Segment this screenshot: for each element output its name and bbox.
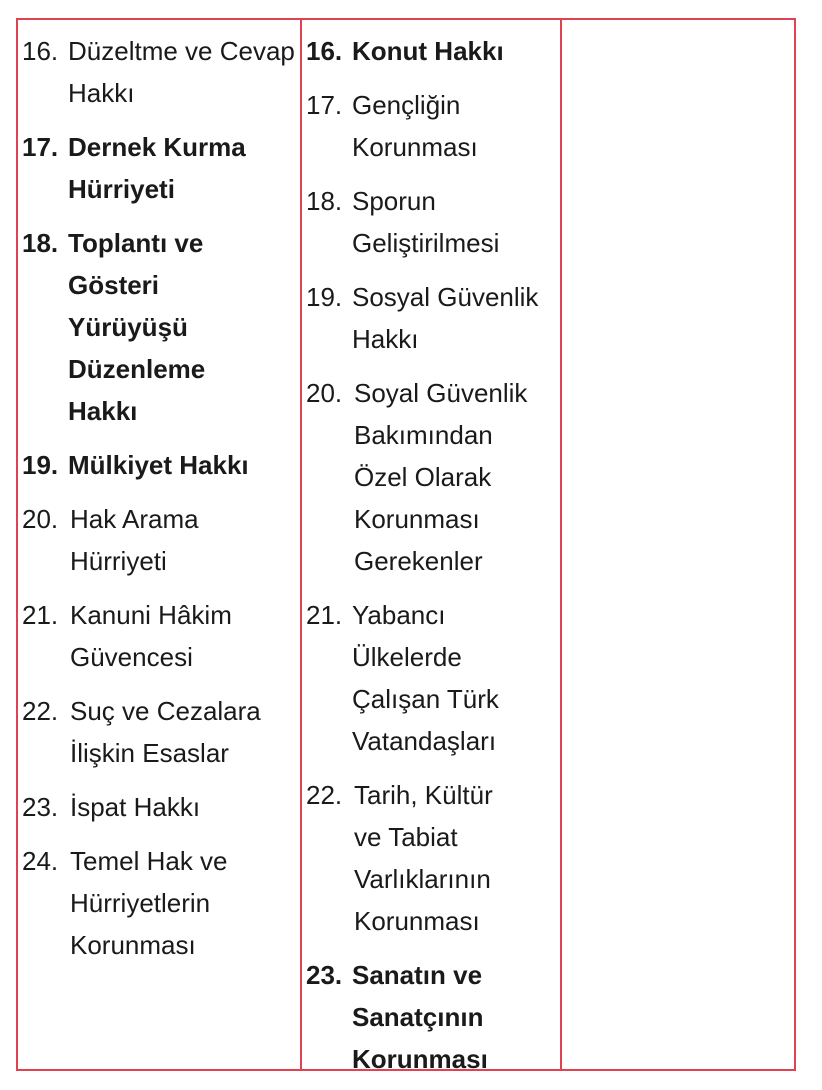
list-item: [22, 840, 300, 966]
list-item: [306, 372, 560, 582]
item-text: Yabancı Ülkelerde Çalışan Türk Vatandaşları: [352, 600, 499, 756]
list-item: [306, 594, 560, 762]
list-item: [306, 180, 560, 264]
item-number: 16.: [22, 36, 59, 66]
item-text: Dernek Kurma Hürriyeti: [68, 132, 246, 204]
column-1: [18, 20, 302, 1069]
item-number: 22.: [22, 696, 59, 726]
item-text: Kanuni Hâkim Güvencesi: [70, 600, 232, 672]
item-text: Düzeltme ve Cevap Hakkı: [68, 36, 295, 108]
column-2: [302, 20, 562, 1074]
item-number: 21.: [22, 600, 59, 630]
list-item: [22, 594, 300, 678]
list-item: [306, 954, 560, 1080]
item-text: Temel Hak ve Hürriyetlerin Korunması: [70, 846, 228, 960]
item-number: 19.: [306, 282, 343, 312]
list-item: [22, 498, 300, 582]
item-text: Toplantı ve Gösteri Yürüyüşü Düzenleme Hakkı: [68, 228, 206, 426]
list-item: [306, 30, 560, 72]
item-number: 23.: [22, 792, 59, 822]
item-text: Gençliğin Korunması: [352, 90, 478, 162]
item-number: 17.: [22, 132, 59, 162]
list-item: [22, 786, 300, 828]
column-3-empty: [562, 20, 794, 1069]
item-text: Hak Arama Hürriyeti: [70, 504, 199, 576]
item-text: Sanatın ve Sanatçının Korunması: [352, 960, 488, 1074]
rights-table: [16, 18, 796, 1074]
list-item: [22, 126, 300, 210]
list-item: [22, 30, 300, 114]
item-number: 18.: [22, 228, 59, 258]
item-text: Sosyal Güvenlik Hakkı: [352, 282, 539, 354]
item-text: Mülkiyet Hakkı: [68, 450, 249, 480]
list-item: [22, 444, 300, 486]
item-number: 23.: [306, 960, 343, 990]
item-text: Soyal Güvenlik Bakımından Özel Olarak Korunması Gerekenler: [354, 378, 528, 576]
item-text: Tarih, Kültür ve Tabiat Varlıklarının Korunması: [354, 780, 493, 936]
item-number: 21.: [306, 600, 343, 630]
item-text: Suç ve Cezalara İlişkin Esaslar: [70, 696, 261, 768]
item-number: 22.: [306, 780, 343, 810]
item-text: Konut Hakkı: [352, 36, 504, 66]
item-text: Sporun Geliştirilmesi: [352, 186, 500, 258]
item-number: 20.: [306, 378, 343, 408]
list-item: [22, 690, 300, 774]
item-number: 20.: [22, 504, 59, 534]
list-item: [306, 276, 560, 360]
item-number: 24.: [22, 846, 59, 876]
list-item: [306, 774, 560, 942]
item-number: 17.: [306, 90, 343, 120]
list-item: [306, 84, 560, 168]
item-number: 16.: [306, 36, 343, 66]
item-number: 19.: [22, 450, 59, 480]
item-text: İspat Hakkı: [70, 792, 201, 822]
list-item: [22, 222, 300, 432]
item-number: 18.: [306, 186, 343, 216]
